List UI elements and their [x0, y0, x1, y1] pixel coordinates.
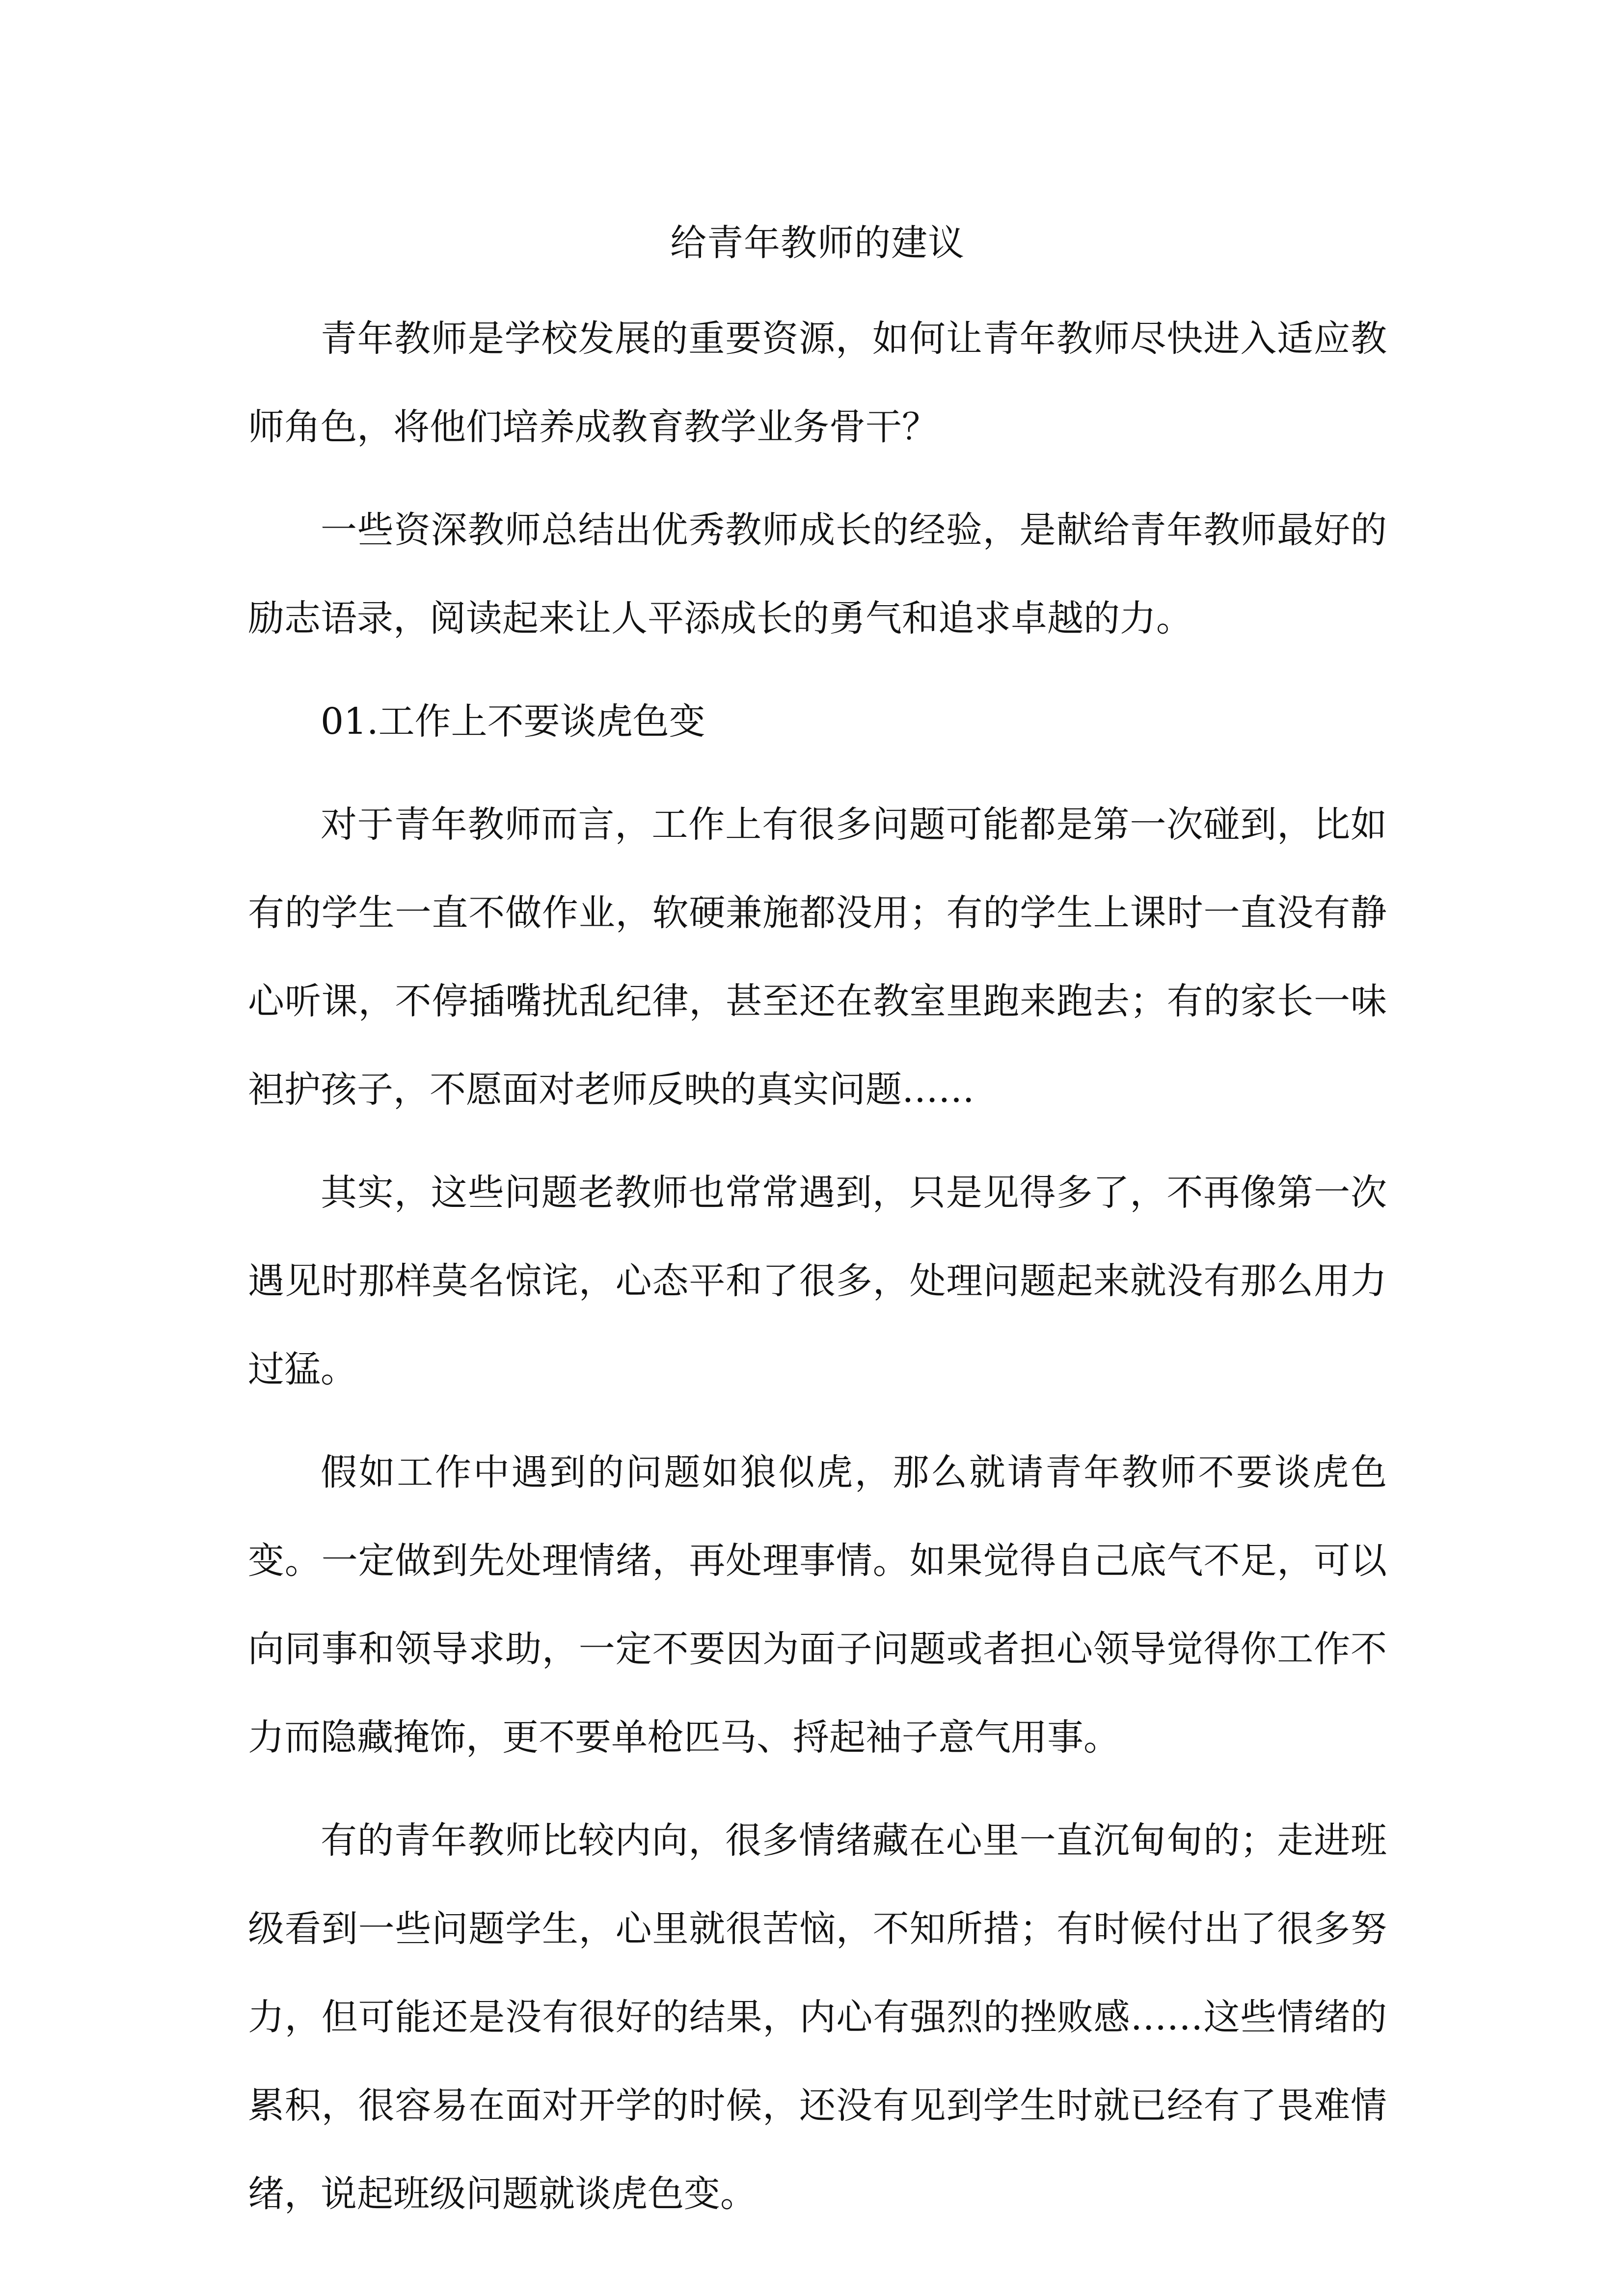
section-paragraph-2: 其实，这些问题老教师也常常遇到，只是见得多了，不再像第一次遇见时那样莫名惊诧，心态平和了很多，处理问题起来就没有那么用力过猛。 [248, 1172, 1387, 1390]
document-body [248, 206, 1387, 2238]
document-title: 给青年教师的建议 [670, 222, 965, 264]
section-heading: 01.工作上不要谈虎色变 [321, 700, 705, 743]
section-paragraph-4: 有的青年教师比较内向，很多情绪藏在心里一直沉甸甸的；走进班级看到一些问题学生，心里就很苦恼，不知所措；有时候付出了很多努力，但可能还是没有很好的结果，内心有强烈的挫败感……这些情绪的累积，很容易在面对开学的时候，还没有见到学生时就已经有了畏难情绪，说起班级问题就谈虎色变。 [248, 1819, 1387, 2215]
section-paragraph-1: 对于青年教师而言，工作上有很多问题可能都是第一次碰到，比如有的学生一直不做作业，软硬兼施都没用；有的学生上课时一直没有静心听课，不停插嘴扰乱纪律，甚至还在教室里跑来跑去；有的家长一味袒护孩子，不愿面对老师反映的真实问题…… [248, 803, 1387, 1111]
intro-paragraph-1: 青年教师是学校发展的重要资源，如何让青年教师尽快进入适应教师角色，将他们培养成教育教学业务骨干？ [248, 318, 1387, 448]
section-paragraph-3: 假如工作中遇到的问题如狼似虎，那么就请青年教师不要谈虎色变。一定做到先处理情绪，再处理事情。如果觉得自己底气不足，可以向同事和领导求助，一定不要因为面子问题或者担心领导觉得你工作不力而隐藏掩饰，更不要单枪匹马、捋起袖子意气用事。 [248, 1451, 1387, 1759]
intro-paragraph-2: 一些资深教师总结出优秀教师成长的经验，是献给青年教师最好的励志语录，阅读起来让人平添成长的勇气和追求卓越的力。 [248, 509, 1387, 640]
